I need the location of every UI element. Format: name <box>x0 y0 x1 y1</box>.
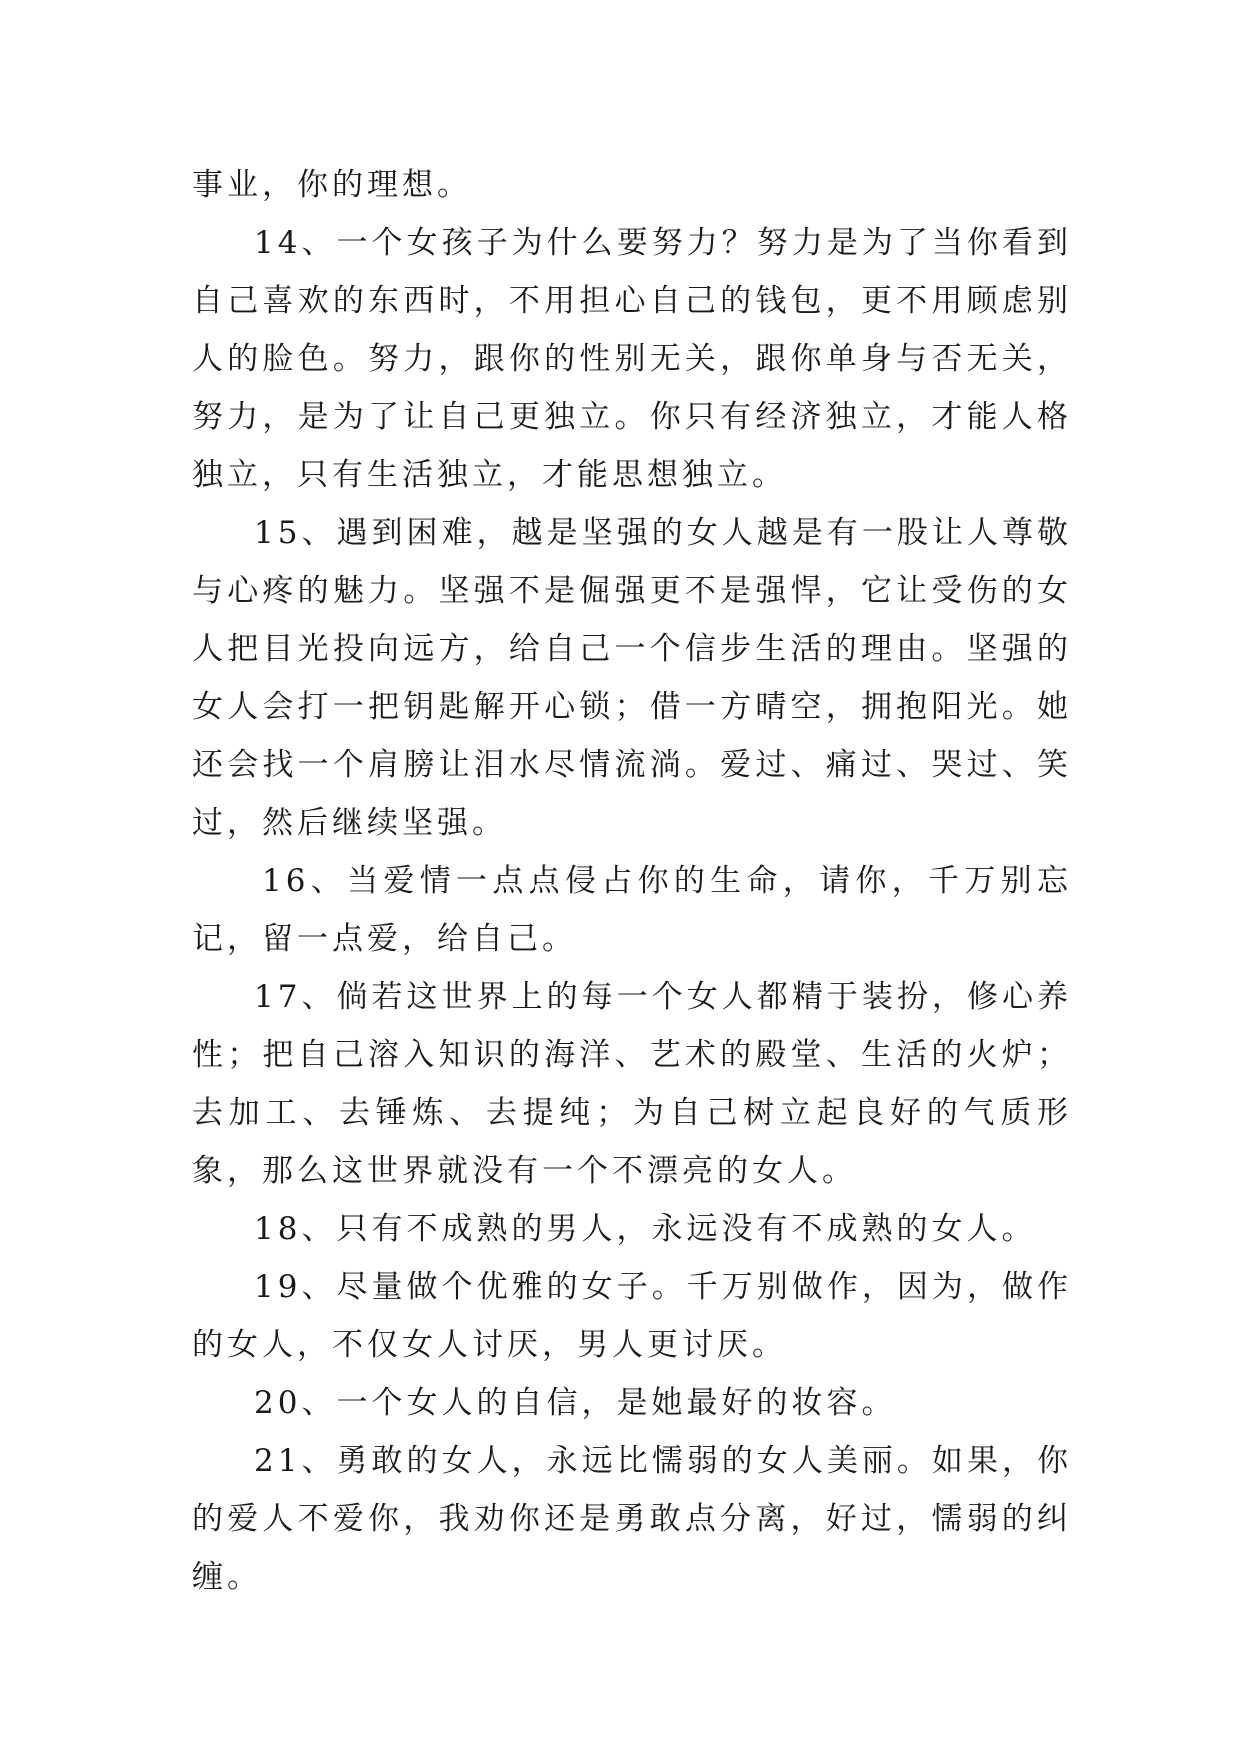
paragraph-continuation: 事业，你的理想。 <box>192 167 472 203</box>
paragraph-21: 21、勇敢的女人，永远比懦弱的女人美丽。如果，你的爱人不爱你，我劝你还是勇敢点分离，好过，懦弱的纠缠。 <box>192 1443 1072 1595</box>
document-body <box>192 156 1072 1606</box>
paragraph-19: 19、尽量做个优雅的女子。千万别做作，因为，做作的女人，不仅女人讨厌，男人更讨厌。 <box>192 1269 1072 1363</box>
paragraph-16: 16、当爱情一点点侵占你的生命，请你，千万别忘记，留一点爱，给自己。 <box>192 863 1072 957</box>
paragraph-18: 18、只有不成熟的男人，永远没有不成熟的女人。 <box>254 1211 1037 1247</box>
paragraph-14: 14、一个女孩子为什么要努力？努力是为了当你看到自己喜欢的东西时，不用担心自己的钱包，更不用顾虑别人的脸色。努力，跟你的性别无关，跟你单身与否无关，努力，是为了让自己更独立。你只有经济独立，才能人格独立，只有生活独立，才能思想独立。 <box>192 225 1072 493</box>
paragraph-20: 20、一个女人的自信，是她最好的妆容。 <box>254 1385 897 1421</box>
paragraph-17: 17、倘若这世界上的每一个女人都精于装扮，修心养性；把自己溶入知识的海洋、艺术的殿堂、生活的火炉；去加工、去锤炼、去提纯；为自己树立起良好的气质形象，那么这世界就没有一个不漂亮的女人。 <box>192 979 1072 1189</box>
paragraph-15: 15、遇到困难，越是坚强的女人越是有一股让人尊敬与心疼的魅力。坚强不是倔强更不是强悍，它让受伤的女人把目光投向远方，给自己一个信步生活的理由。坚强的女人会打一把钥匙解开心锁；借一方晴空，拥抱阳光。她还会找一个肩膀让泪水尽情流淌。爱过、痛过、哭过、笑过，然后继续坚强。 <box>192 515 1072 841</box>
